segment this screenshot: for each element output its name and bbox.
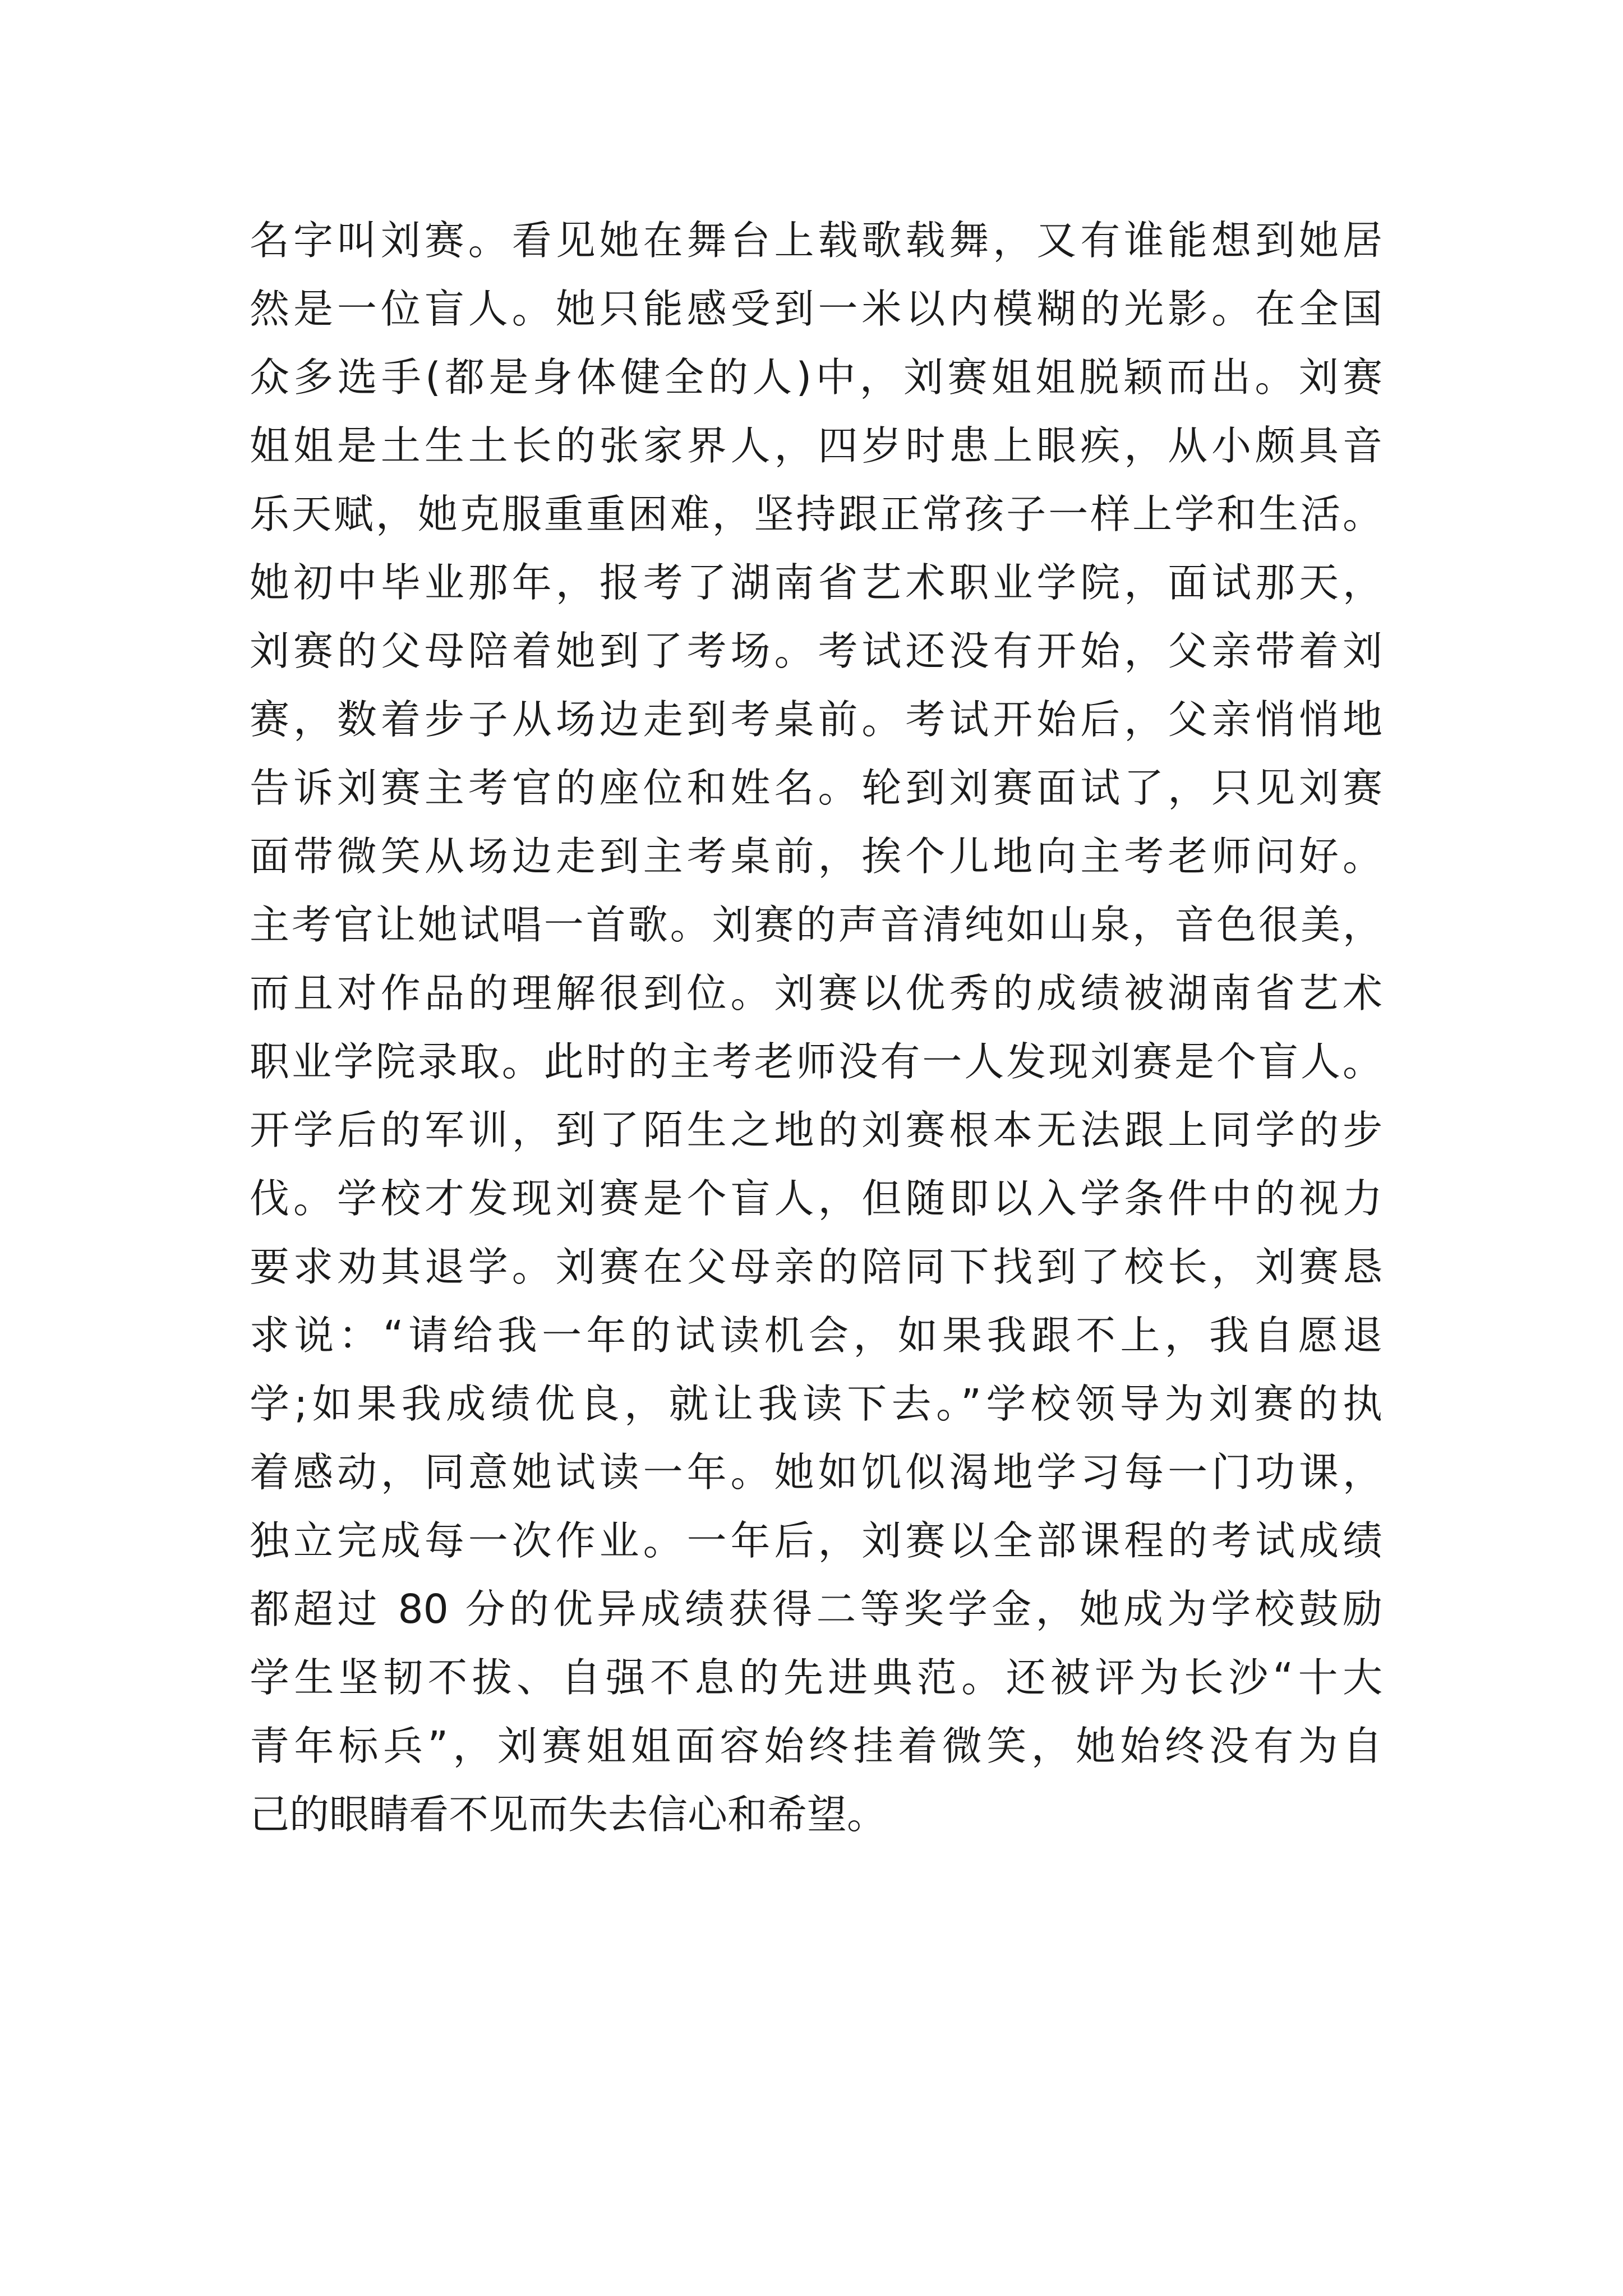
- text-line: 青年标兵”，刘赛姐姐面容始终挂着微笑，她始终没有为自: [250, 1723, 1382, 1769]
- text-line: 独立完成每一次作业。一年后，刘赛以全部课程的考试成绩: [250, 1517, 1382, 1564]
- text-line: 学生坚韧不拔、自强不息的先进典范。还被评为长沙“十大: [250, 1654, 1382, 1701]
- text-line: 刘赛的父母陪着她到了考场。考试还没有开始，父亲带着刘: [250, 628, 1382, 674]
- text-line: 而且对作品的理解很到位。刘赛以优秀的成绩被湖南省艺术: [250, 970, 1382, 1016]
- text-line: 己的眼睛看不见而失去信心和希望。: [250, 1791, 887, 1838]
- text-line: 乐天赋，她克服重重困难，坚持跟正常孩子一样上学和生活。: [250, 491, 1382, 537]
- text-line: 姐姐是土生土长的张家界人，四岁时患上眼疾，从小颇具音: [250, 422, 1382, 469]
- text-line: 学;如果我成绩优良，就让我读下去。”学校领导为刘赛的执: [250, 1381, 1382, 1427]
- text-line: 要求劝其退学。刘赛在父母亲的陪同下找到了校长，刘赛恳: [250, 1244, 1382, 1290]
- body-paragraph: [250, 206, 1382, 1849]
- text-line: 着感动，同意她试读一年。她如饥似渴地学习每一门功课，: [250, 1449, 1382, 1496]
- text-line: 求说：“请给我一年的试读机会，如果我跟不上，我自愿退: [250, 1312, 1382, 1359]
- text-line: 开学后的军训，到了陌生之地的刘赛根本无法跟上同学的步: [250, 1107, 1382, 1153]
- text-line: 众多选手(都是身体健全的人)中，刘赛姐姐脱颖而出。刘赛: [250, 354, 1382, 401]
- text-line: 她初中毕业那年，报考了湖南省艺术职业学院，面试那天，: [250, 559, 1382, 606]
- text-line: 然是一位盲人。她只能感受到一米以内模糊的光影。在全国: [250, 286, 1382, 332]
- text-line: 主考官让她试唱一首歌。刘赛的声音清纯如山泉，音色很美，: [250, 901, 1382, 948]
- text-line: 伐。学校才发现刘赛是个盲人，但随即以入学条件中的视力: [250, 1175, 1382, 1222]
- text-line: 名字叫刘赛。看见她在舞台上载歌载舞，又有谁能想到她居: [250, 217, 1382, 264]
- text-line: 面带微笑从场边走到主考桌前，挨个儿地向主考老师问好。: [250, 833, 1382, 880]
- text-line: 赛，数着步子从场边走到考桌前。考试开始后，父亲悄悄地: [250, 696, 1382, 743]
- text-line: 告诉刘赛主考官的座位和姓名。轮到刘赛面试了，只见刘赛: [250, 765, 1382, 811]
- text-line: 都超过 80 分的优异成绩获得二等奖学金，她成为学校鼓励: [250, 1586, 1382, 1632]
- text-line: 职业学院录取。此时的主考老师没有一人发现刘赛是个盲人。: [250, 1038, 1382, 1085]
